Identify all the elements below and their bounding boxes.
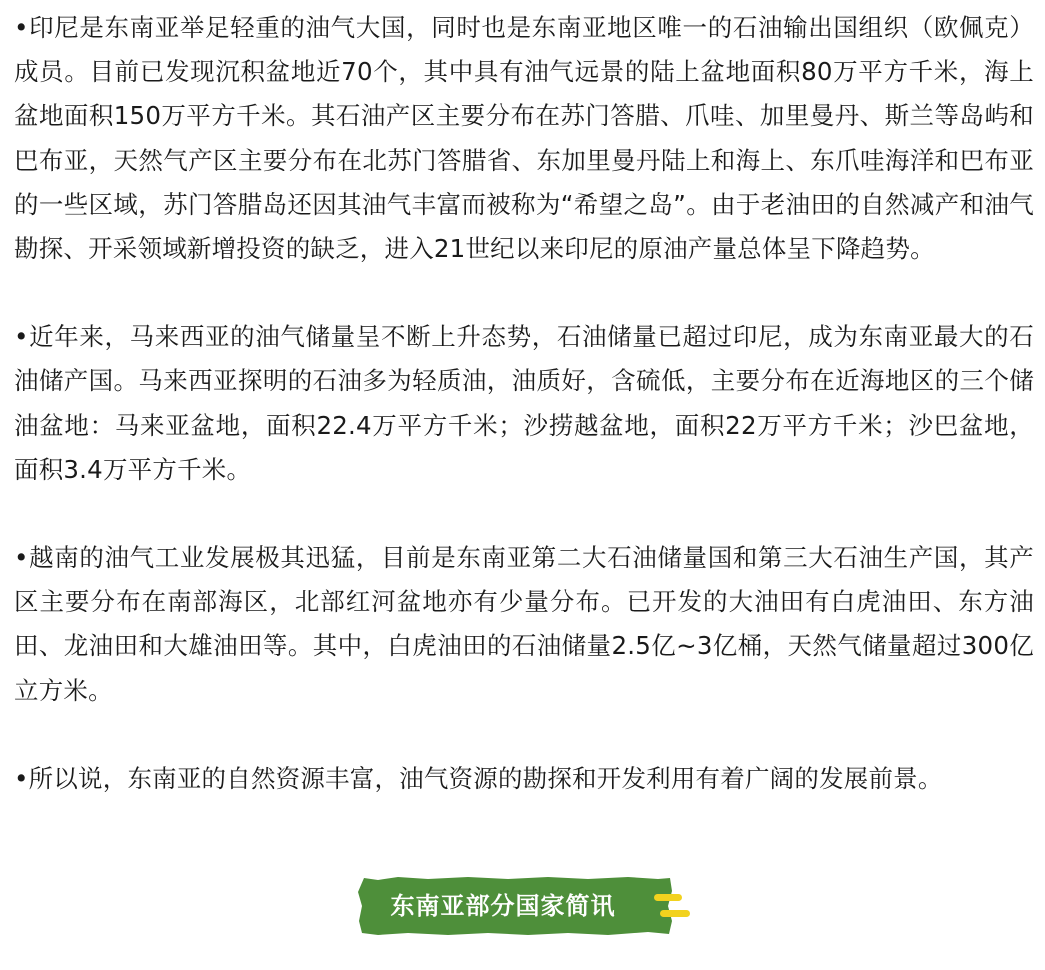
article-body bbox=[14, 6, 1034, 801]
paragraph-indonesia: •印尼是东南亚举足轻重的油气大国，同时也是东南亚地区唯一的石油输出国组织（欧佩克）成员。目前已发现沉积盆地近70个，其中具有油气远景的陆上盆地面积80万平方千米，海上盆地面积150万平方千米。其石油产区主要分布在苏门答腊、爪哇、加里曼丹、斯兰等岛屿和巴布亚，天然气产区主要分布在北苏门答腊省、东加里曼丹陆上和海上、东爪哇海洋和巴布亚的一些区域，苏门答腊岛还因其油气丰富而被称为“希望之岛”。由于老油田的自然减产和油气勘探、开采领域新增投资的缺乏，进入21世纪以来印尼的原油产量总体呈下降趋势。 bbox=[14, 13, 1034, 264]
paragraph-conclusion: •所以说，东南亚的自然资源丰富，油气资源的勘探和开发利用有着广阔的发展前景。 bbox=[14, 763, 943, 793]
banner-title: 东南亚部分国家简讯 bbox=[390, 892, 616, 920]
paragraph-malaysia: •近年来，马来西亚的油气储量呈不断上升态势，石油储量已超过印尼，成为东南亚最大的石油储产国。马来西亚探明的石油多为轻质油，油质好，含硫低，主要分布在近海地区的三个储油盆地：马来亚盆地，面积22.4万平方千米；沙捞越盆地，面积22万平方千米；沙巴盆地，面积3.4万平方千米。 bbox=[14, 322, 1034, 484]
two-bars-icon bbox=[654, 891, 690, 921]
section-banner bbox=[358, 876, 688, 936]
paragraph-vietnam: •越南的油气工业发展极其迅猛，目前是东南亚第二大石油储量国和第三大石油生产国，其产区主要分布在南部海区，北部红河盆地亦有少量分布。已开发的大油田有白虎油田、东方油田、龙油田和大雄油田等。其中，白虎油田的石油储量2.5亿~3亿桶，天然气储量超过300亿立方米。 bbox=[14, 543, 1034, 705]
